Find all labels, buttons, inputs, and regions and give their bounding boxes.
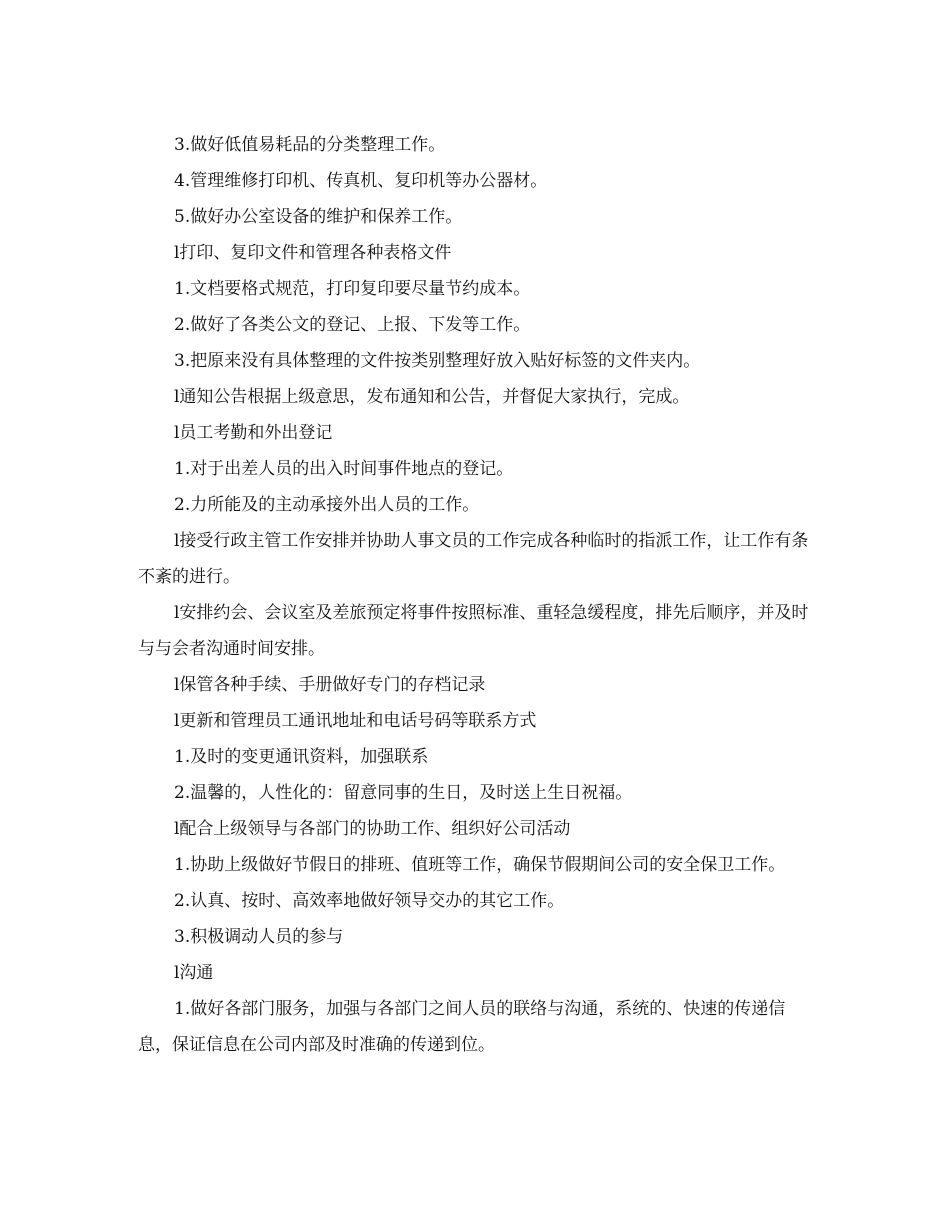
paragraph: 3.积极调动人员的参与 (174, 927, 344, 947)
paragraph: l保管各种手续、手册做好专门的存档记录 (174, 675, 486, 695)
paragraph: 1.做好各部门服务，加强与各部门之间人员的联络与沟通，系统的、快速的传递信息，保证信息在公司内部及时准确的传递到位。 (138, 999, 786, 1055)
paragraph: 5.做好办公室设备的维护和保养工作。 (174, 207, 463, 227)
paragraph: 1.对于出差人员的出入时间事件地点的登记。 (174, 459, 514, 479)
paragraph: 1.协助上级做好节假日的排班、值班等工作，确保节假期间公司的安全保卫工作。 (174, 855, 786, 875)
paragraph: l通知公告根据上级意思，发布通知和公告，并督促大家执行，完成。 (174, 387, 690, 407)
paragraph: l接受行政主管工作安排并协助人事文员的工作完成各种临时的指派工作，让工作有条不紊的进行。 (138, 531, 809, 587)
paragraph: l打印、复印文件和管理各种表格文件 (174, 243, 452, 263)
paragraph: 2.温馨的，人性化的：留意同事的生日，及时送上生日祝福。 (174, 783, 633, 803)
paragraph: l员工考勤和外出登记 (174, 423, 333, 443)
paragraph: l安排约会、会议室及差旅预定将事件按照标准、重轻急缓程度，排先后顺序，并及时与与会者沟通时间安排。 (138, 603, 809, 659)
paragraph: 2.做好了各类公文的登记、上报、下发等工作。 (174, 315, 531, 335)
paragraph: l配合上级领导与各部门的协助工作、组织好公司活动 (174, 819, 571, 839)
paragraph: 3.把原来没有具体整理的文件按类别整理好放入贴好标签的文件夹内。 (174, 351, 701, 371)
paragraph: 3.做好低值易耗品的分类整理工作。 (174, 135, 446, 155)
paragraph: 2.力所能及的主动承接外出人员的工作。 (174, 495, 480, 515)
document-body (138, 127, 814, 1063)
paragraph: l更新和管理员工通讯地址和电话号码等联系方式 (174, 711, 537, 731)
paragraph: 1.文档要格式规范，打印复印要尽量节约成本。 (174, 279, 531, 299)
paragraph: l沟通 (174, 963, 214, 983)
paragraph: 1.及时的变更通讯资料，加强联系 (174, 747, 429, 767)
paragraph: 2.认真、按时、高效率地做好领导交办的其它工作。 (174, 891, 565, 911)
paragraph: 4.管理维修打印机、传真机、复印机等办公器材。 (174, 171, 548, 191)
